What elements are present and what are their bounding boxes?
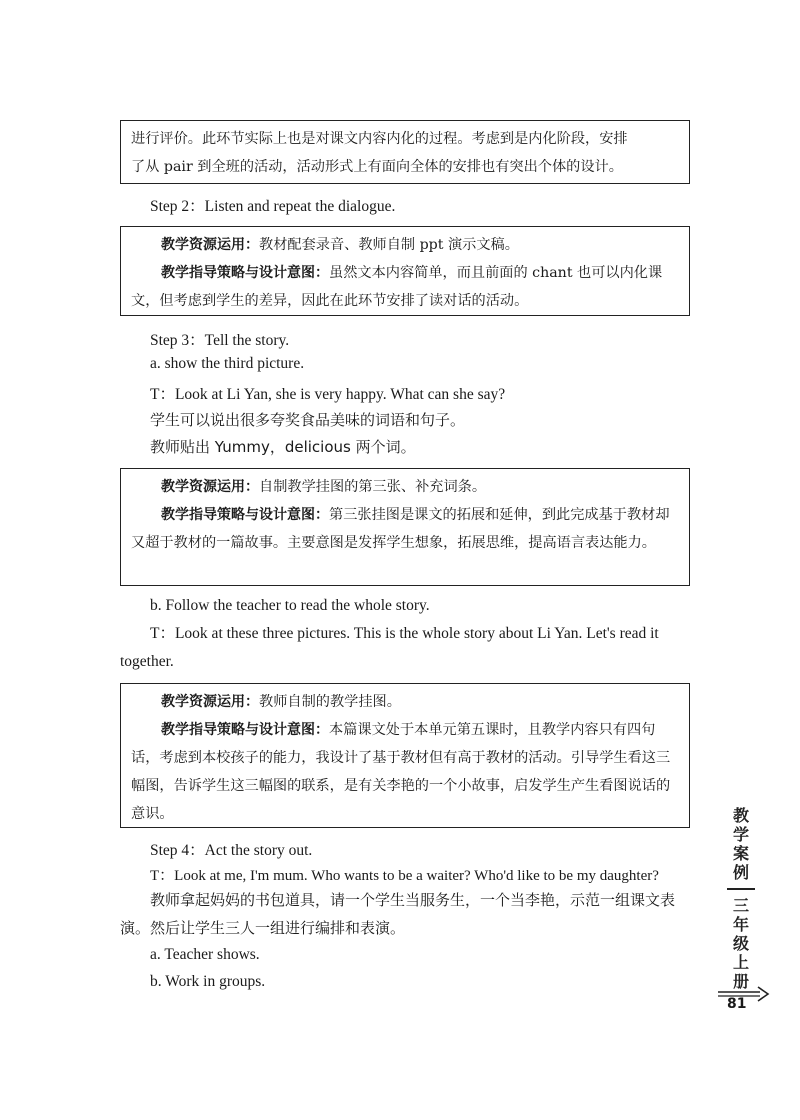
step-4-heading: Step 4：Act the story out. (150, 842, 313, 859)
strategy-text: 虽然文本内容简单，而且前面的 chant 也可以内化课文，但考虑到学生的差异，因此在此环节安排了读对话的活动。 (131, 265, 663, 309)
teacher-line-2: T：Look at these three pictures. This is the whole story about Li Yan. Let's read it together. (120, 625, 659, 670)
strategy-text: 本篇课文处于本单元第五课时，且教学内容只有四句话，考虑到本校孩子的能力，我设计了基于教材但有高于教材的活动。引导学生看这三幅图，告诉学生这三幅图的联系，是有关李艳的一个小故事，启发学生产生看图说话的意识。 (131, 722, 671, 822)
strategy-text: 第三张挂图是课文的拓展和延伸，到此完成基于教材却又超于教材的一篇故事。主要意图是发挥学生想象，拓展思维，提高语言表达能力。 (131, 507, 670, 551)
resource-label: 教学资源运用： (161, 694, 259, 710)
strategy-line (131, 501, 677, 557)
side-char: 上 (732, 953, 749, 972)
note-box-1-line-1: 进行评价。此环节实际上也是对课文内容内化的过程。考虑到是内化阶段，安排 (131, 131, 628, 147)
side-char: 年 (732, 915, 749, 934)
resource-text: 教师自制的教学挂图。 (259, 694, 401, 710)
resource-line (131, 688, 677, 716)
note-box-2 (120, 226, 690, 316)
teacher-line-3: T：Look at me, I'm mum. Who wants to be a waiter? Who'd like to be my daughter? (150, 868, 659, 884)
resource-text: 自制教学挂图的第三张、补充词条。 (259, 479, 487, 495)
side-char: 例 (732, 863, 749, 882)
step-4b: b. Work in groups. (150, 973, 266, 990)
resource-line (131, 231, 677, 259)
strategy-line (131, 716, 677, 828)
page-number: 81 (727, 996, 747, 1012)
note-box-1 (120, 120, 690, 184)
resource-label: 教学资源运用： (161, 237, 259, 253)
side-char: 学 (732, 825, 749, 844)
note-box-1-line-2: 了从 pair 到全班的活动，活动形式上有面向全体的安排也有突出个体的设计。 (131, 159, 623, 175)
teacher-line-1: T：Look at Li Yan, she is very happy. What can she say? (150, 386, 506, 403)
side-label-teaching-cases (725, 806, 757, 882)
step-3a: a. show the third picture. (150, 355, 305, 372)
cn-line-3: 教师拿起妈妈的书包道具，请一个学生当服务生，一个当李艳，示范一组课文表演。然后让学生三人一组进行编排和表演。 (120, 891, 676, 937)
resource-text: 教材配套录音、教师自制 ppt 演示文稿。 (259, 237, 519, 253)
side-char: 三 (732, 896, 749, 915)
step-4a: a. Teacher shows. (150, 946, 260, 963)
resource-label: 教学资源运用： (161, 479, 259, 495)
strategy-label: 教学指导策略与设计意图： (161, 265, 329, 281)
cn-line-2: 教师贴出 Yummy，delicious 两个词。 (150, 438, 416, 456)
side-label-grade (725, 896, 757, 991)
side-char: 册 (732, 972, 749, 991)
strategy-label: 教学指导策略与设计意图： (161, 722, 329, 738)
side-char: 教 (732, 806, 749, 825)
step-3-heading: Step 3：Tell the story. (150, 332, 290, 349)
side-char: 案 (732, 844, 749, 863)
step-3b: b. Follow the teacher to read the whole story. (150, 597, 430, 614)
strategy-label: 教学指导策略与设计意图： (161, 507, 329, 523)
step-2-heading: Step 2：Listen and repeat the dialogue. (150, 198, 396, 215)
side-char: 级 (732, 934, 749, 953)
note-box-3 (120, 468, 690, 586)
strategy-line (131, 259, 677, 315)
side-divider (727, 888, 755, 890)
cn-line-1: 学生可以说出很多夸奖食品美味的词语和句子。 (150, 411, 466, 429)
note-box-4 (120, 683, 690, 828)
resource-line (131, 473, 677, 501)
